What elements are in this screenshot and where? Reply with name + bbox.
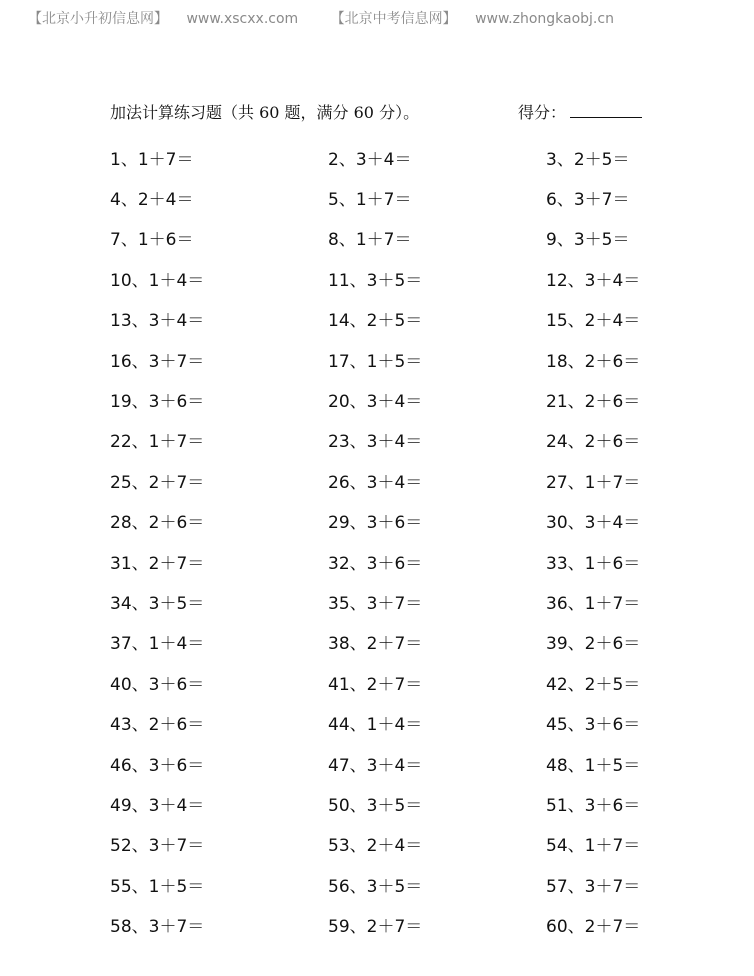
problem-item: 59、2＋7＝ xyxy=(328,917,423,938)
problem-item: 4、2＋4＝ xyxy=(110,190,194,211)
problem-item: 27、1＋7＝ xyxy=(546,472,641,493)
site1-url[interactable]: www.xscxx.com xyxy=(186,11,299,27)
problem-item: 20、3＋4＝ xyxy=(328,392,423,413)
problem-item: 28、2＋6＝ xyxy=(110,513,205,534)
problem-item: 16、3＋7＝ xyxy=(110,351,205,372)
worksheet-title-row xyxy=(110,100,650,122)
problem-item: 40、3＋6＝ xyxy=(110,674,205,695)
problem-item: 57、3＋7＝ xyxy=(546,876,641,897)
problem-item: 26、3＋4＝ xyxy=(328,472,423,493)
problem-item: 8、1＋7＝ xyxy=(328,230,412,251)
problem-item: 10、1＋4＝ xyxy=(110,270,205,291)
problem-item: 13、3＋4＝ xyxy=(110,311,205,332)
problem-item: 41、2＋7＝ xyxy=(328,674,423,695)
problem-item: 55、1＋5＝ xyxy=(110,876,205,897)
problem-item: 3、2＋5＝ xyxy=(546,149,630,170)
problem-item: 18、2＋6＝ xyxy=(546,351,641,372)
problem-item: 17、1＋5＝ xyxy=(328,351,423,372)
problem-item: 45、3＋6＝ xyxy=(546,715,641,736)
site2-url[interactable]: www.zhongkaobj.cn xyxy=(475,11,614,27)
problem-item: 35、3＋7＝ xyxy=(328,593,423,614)
problem-item: 42、2＋5＝ xyxy=(546,674,641,695)
problem-item: 48、1＋5＝ xyxy=(546,755,641,776)
problem-grid xyxy=(110,140,670,948)
score-label: 得分： xyxy=(518,103,567,122)
problem-item: 23、3＋4＝ xyxy=(328,432,423,453)
score-blank xyxy=(570,102,642,118)
problem-item: 14、2＋5＝ xyxy=(328,311,423,332)
problem-item: 9、3＋5＝ xyxy=(546,230,630,251)
problem-item: 25、2＋7＝ xyxy=(110,472,205,493)
problem-item: 46、3＋6＝ xyxy=(110,755,205,776)
problem-item: 34、3＋5＝ xyxy=(110,593,205,614)
problem-item: 15、2＋4＝ xyxy=(546,311,641,332)
problem-item: 47、3＋4＝ xyxy=(328,755,423,776)
problem-item: 21、2＋6＝ xyxy=(546,392,641,413)
problem-item: 22、1＋7＝ xyxy=(110,432,205,453)
problem-item: 19、3＋6＝ xyxy=(110,392,205,413)
problem-item: 60、2＋7＝ xyxy=(546,917,641,938)
problem-item: 5、1＋7＝ xyxy=(328,190,412,211)
problem-item: 33、1＋6＝ xyxy=(546,553,641,574)
problem-item: 44、1＋4＝ xyxy=(328,715,423,736)
problem-item: 39、2＋6＝ xyxy=(546,634,641,655)
site1-name: 【北京小升初信息网】 xyxy=(28,11,168,27)
problem-item: 38、2＋7＝ xyxy=(328,634,423,655)
problem-item: 24、2＋6＝ xyxy=(546,432,641,453)
problem-item: 7、1＋6＝ xyxy=(110,230,194,251)
score-field xyxy=(518,100,642,123)
problem-item: 11、3＋5＝ xyxy=(328,270,423,291)
problem-item: 6、3＋7＝ xyxy=(546,190,630,211)
problem-item: 29、3＋6＝ xyxy=(328,513,423,534)
problem-item: 58、3＋7＝ xyxy=(110,917,205,938)
problem-item: 31、2＋7＝ xyxy=(110,553,205,574)
problem-item: 32、3＋6＝ xyxy=(328,553,423,574)
problem-item: 30、3＋4＝ xyxy=(546,513,641,534)
problem-item: 36、1＋7＝ xyxy=(546,593,641,614)
problem-item: 37、1＋4＝ xyxy=(110,634,205,655)
problem-item: 43、2＋6＝ xyxy=(110,715,205,736)
problem-item: 54、1＋7＝ xyxy=(546,836,641,857)
problem-item: 2、3＋4＝ xyxy=(328,149,412,170)
problem-item: 52、3＋7＝ xyxy=(110,836,205,857)
problem-item: 53、2＋4＝ xyxy=(328,836,423,857)
problem-item: 1、1＋7＝ xyxy=(110,149,194,170)
worksheet-title: 加法计算练习题（共 60 题，满分 60 分）。 xyxy=(110,103,420,122)
site2-name: 【北京中考信息网】 xyxy=(330,11,457,27)
problem-item: 50、3＋5＝ xyxy=(328,795,423,816)
page-header xyxy=(28,8,628,28)
problem-item: 56、3＋5＝ xyxy=(328,876,423,897)
problem-item: 51、3＋6＝ xyxy=(546,795,641,816)
problem-item: 49、3＋4＝ xyxy=(110,795,205,816)
problem-item: 12、3＋4＝ xyxy=(546,270,641,291)
